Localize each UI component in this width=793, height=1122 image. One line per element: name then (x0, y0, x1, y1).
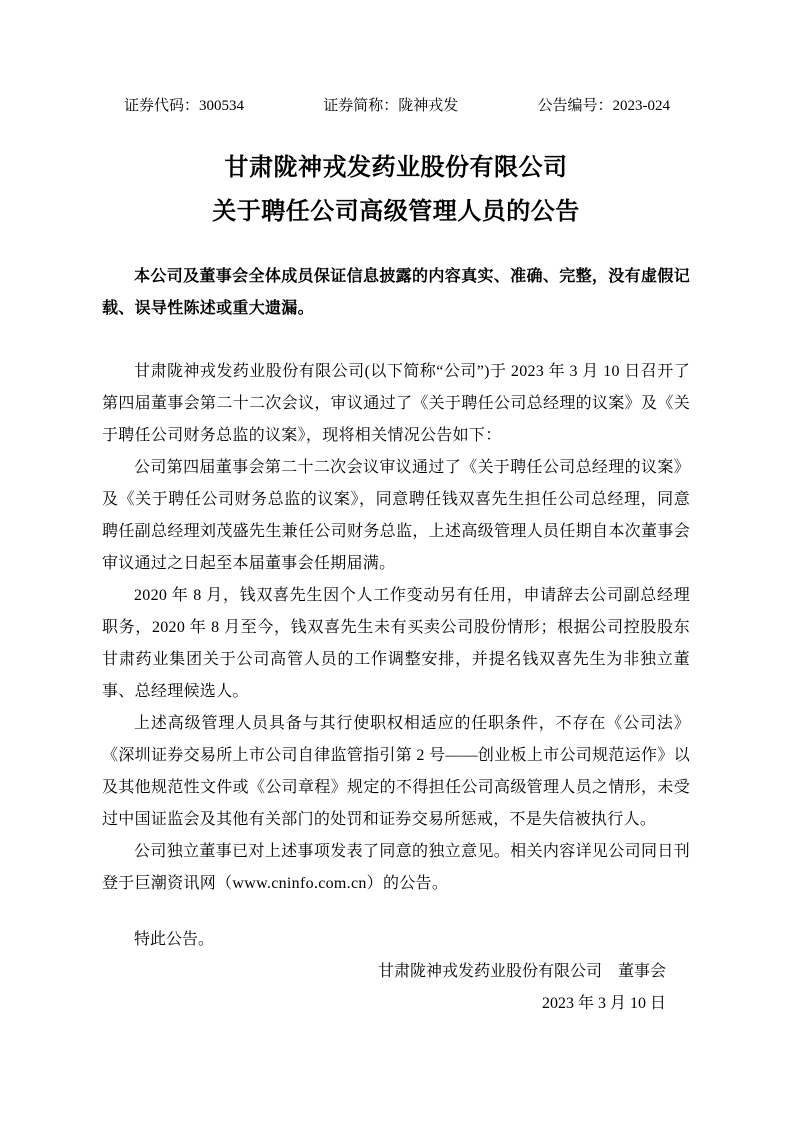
closing-statement: 特此公告。 (134, 931, 215, 948)
body-paragraph-appointment-resolution: 公司第四届董事会第二十二次会议审议通过了《关于聘任公司总经理的议案》及《关于聘任公司财务总监的议案》，同意聘任钱双喜先生担任公司总经理，同意聘任副总经理刘茂盛先生兼任公司财务总监，上述高级管理人员任期自本次董事会审议通过之日起至本届董事会任期届满。 (102, 459, 690, 572)
document-title-line2: 关于聘任公司高级管理人员的公告 (212, 199, 580, 225)
body-paragraph-independent-opinion: 公司独立董事已对上述事项发表了同意的独立意见。相关内容详见公司同日刊登于巨潮资讯网（www.cninfo.com.cn）的公告。 (102, 843, 690, 892)
document-body (102, 356, 690, 900)
document-title (102, 146, 690, 234)
document-header (102, 95, 690, 117)
document-title-line1: 甘肃陇神戎发药业股份有限公司 (224, 155, 568, 181)
signature-company: 甘肃陇神戎发药业股份有限公司 董事会 (377, 963, 666, 980)
signature-date: 2023 年 3 月 10 日 (541, 995, 666, 1012)
body-paragraph-qualification-statement: 上述高级管理人员具备与其行使职权相适应的任职条件，不存在《公司法》《深圳证券交易所上市公司自律监管指引第 2 号——创业板上市公司规范运作》以及其他规范性文件或《公司章程》规定的不得担任公司高级管理人员之情形，未受过中国证监会及其他有关部门的处罚和证券交易所惩戒，不是失信被执行人。 (102, 715, 690, 828)
body-paragraph-meeting-overview: 甘肃陇神戎发药业股份有限公司(以下简称“公司”)于 2023 年 3 月 10 日召开了第四届董事会第二十二次会议，审议通过了《关于聘任公司总经理的议案》及《关于聘任公司财务总监的议案》，现将相关情况公告如下： (102, 363, 690, 444)
disclaimer-paragraph: 本公司及董事会全体成员保证信息披露的内容真实、准确、完整，没有虚假记载、误导性陈述或重大遗漏。 (102, 268, 690, 317)
announcement-number: 公告编号：2023-024 (537, 98, 670, 114)
stock-code: 证券代码：300534 (124, 98, 245, 114)
stock-name: 证券简称：陇神戎发 (323, 98, 459, 114)
body-paragraph-candidate-background: 2020 年 8 月，钱双喜先生因个人工作变动另有任用，申请辞去公司副总经理职务，2020 年 8 月至今，钱双喜先生未有买卖公司股份情形；根据公司控股股东甘肃药业集团关于公司高管人员的工作调整安排，并提名钱双喜先生为非独立董事、总经理候选人。 (102, 587, 690, 700)
closing-block (102, 924, 690, 1020)
